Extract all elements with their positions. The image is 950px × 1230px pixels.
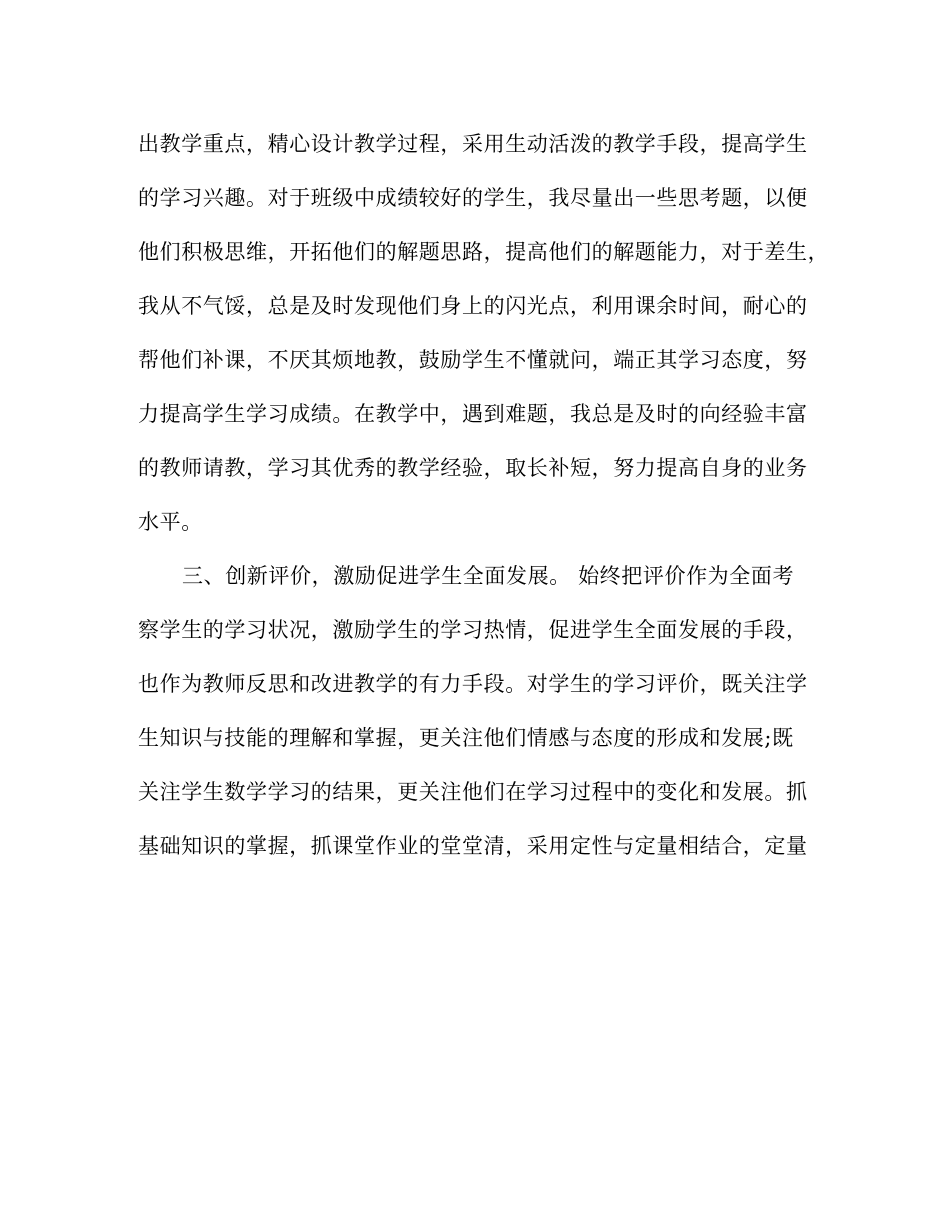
text-line: 察学生的学习状况，激励学生的学习热情，促进学生全面发展的手段， <box>138 618 808 642</box>
text-line: 帮他们补课，不厌其烦地教，鼓励学生不懂就问，端正其学习态度，努 <box>138 348 808 372</box>
text-line: 力提高学生学习成绩。在教学中，遇到难题，我总是及时的向经验丰富 <box>138 402 808 426</box>
text-line: 水平。 <box>138 510 203 534</box>
text-line: 的学习兴趣。对于班级中成绩较好的学生，我尽量出一些思考题，以便 <box>138 186 808 210</box>
text-line: 基础知识的掌握，抓课堂作业的堂堂清，采用定性与定量相结合，定量 <box>138 834 808 858</box>
text-line: 出教学重点，精心设计教学过程，采用生动活泼的教学手段，提高学生 <box>138 132 808 156</box>
section-heading-line: 三、创新评价，激励促进学生全面发展。 始终把评价作为全面考 <box>182 564 795 588</box>
text-line: 生知识与技能的理解和掌握，更关注他们情感与态度的形成和发展;既 <box>138 726 794 750</box>
document-body <box>138 124 828 880</box>
text-line: 他们积极思维，开拓他们的解题思路，提高他们的解题能力，对于差生， <box>138 240 830 264</box>
text-line: 的教师请教，学习其优秀的教学经验，取长补短，努力提高自身的业务 <box>138 456 808 480</box>
text-line: 我从不气馁，总是及时发现他们身上的闪光点，利用课余时间，耐心的 <box>138 294 808 318</box>
text-line: 关注学生数学学习的结果，更关注他们在学习过程中的变化和发展。抓 <box>138 780 808 804</box>
text-line: 也作为教师反思和改进教学的有力手段。对学生的学习评价，既关注学 <box>138 672 808 696</box>
